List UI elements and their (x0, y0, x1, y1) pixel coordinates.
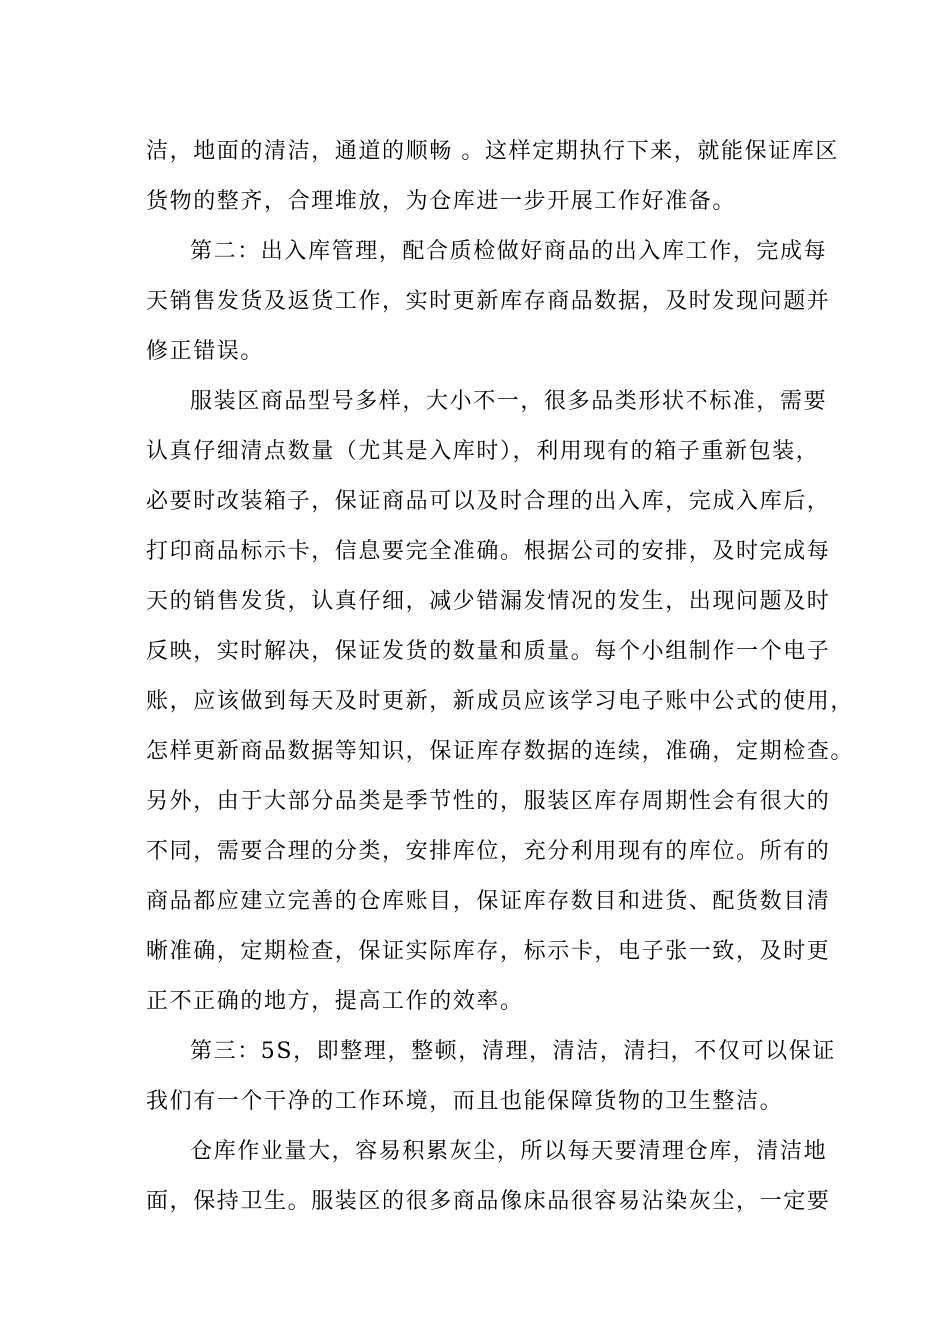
text-line: 仓库作业量大，容易积累灰尘，所以每天要清理仓库，清洁地 (190, 1139, 828, 1164)
text-line: 商品都应建立完善的仓库账目，保证库存数目和进货、配货数目清 (146, 889, 831, 914)
text-line: 我们有一个干净的工作环境，而且也能保障货物的卫生整洁。 (146, 1089, 784, 1114)
text-line: 第二：出入库管理，配合质检做好商品的出入库工作，完成每 (190, 239, 828, 264)
text-line: 天的销售发货，认真仔细，减少错漏发情况的发生，出现问题及时 (146, 589, 831, 614)
text-line: 打印商品标示卡，信息要完全准确。根据公司的安排，及时完成每 (146, 539, 831, 564)
text-line: 天销售发货及返货工作，实时更新库存商品数据，及时发现问题并 (146, 289, 831, 314)
text-line: 货物的整齐，合理堆放，为仓库进一步开展工作好准备。 (146, 189, 737, 214)
text-line: 怎样更新商品数据等知识，保证库存数据的连续，准确，定期检查。 (146, 739, 855, 764)
text-line: 认真仔细清点数量（尤其是入库时），利用现有的箱子重新包装， (146, 439, 820, 464)
text-line: 必要时改装箱子，保证商品可以及时合理的出入库，完成入库后， (146, 489, 831, 514)
text-line: 不同，需要合理的分类，安排库位，充分利用现有的库位。所有的 (146, 839, 831, 864)
text-line: 服装区商品型号多样，大小不一，很多品类形状不标准，需要 (190, 389, 828, 414)
text-line: 账，应该做到每天及时更新，新成员应该学习电子账中公式的使用， (146, 689, 855, 714)
text-line: 晰准确，定期检查，保证实际库存，标示卡，电子张一致，及时更 (146, 939, 831, 964)
text-line: 第三：5S，即整理，整顿，清理，清洁，清扫，不仅可以保证 (190, 1039, 836, 1064)
text-line: 正不正确的地方，提高工作的效率。 (146, 989, 524, 1014)
text-line: 面，保持卫生。服装区的很多商品像床品很容易沾染灰尘，一定要 (146, 1189, 831, 1214)
text-line: 洁，地面的清洁，通道的顺畅 。这样定期执行下来，就能保证库区 (146, 139, 839, 164)
text-line: 另外，由于大部分品类是季节性的，服装区库存周期性会有很大的 (146, 789, 831, 814)
text-line: 反映，实时解决，保证发货的数量和质量。每个小组制作一个电子 (146, 639, 831, 664)
text-line: 修正错误。 (146, 339, 265, 364)
